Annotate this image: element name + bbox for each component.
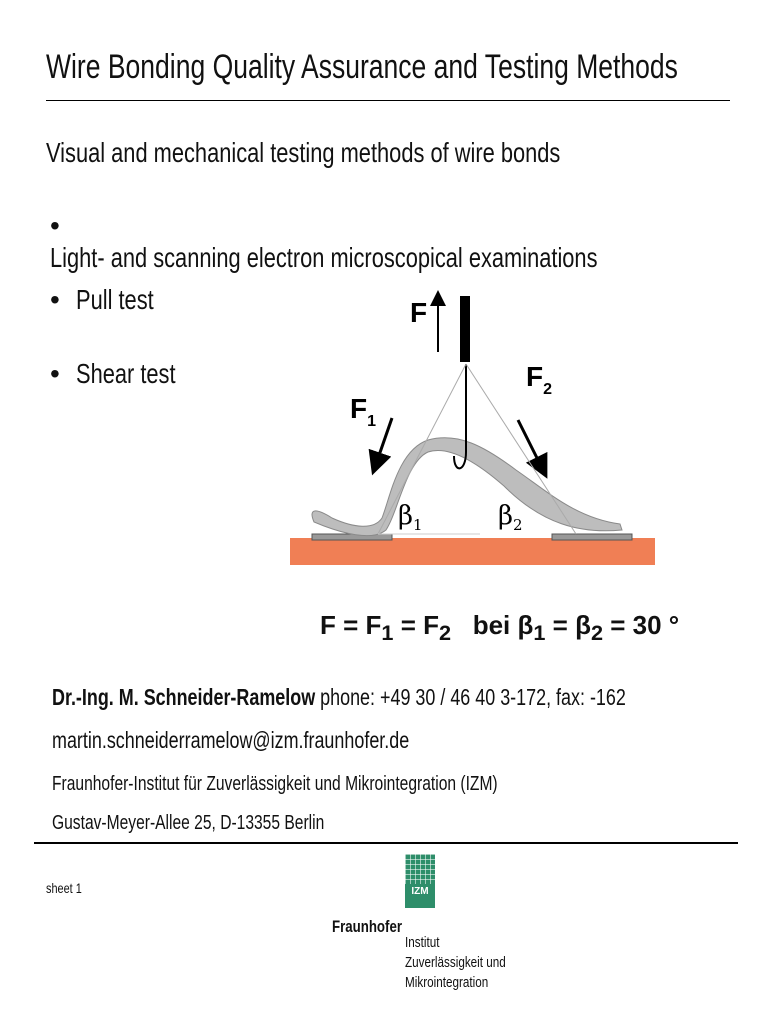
formula-value: = 30 ° xyxy=(603,610,680,640)
institute-name xyxy=(52,773,623,796)
beta2-label: $\beta_2$ xyxy=(498,501,523,534)
contact-line xyxy=(52,684,768,711)
bullet-item xyxy=(50,358,204,390)
slide-subtitle xyxy=(46,137,705,169)
force1-arrow xyxy=(376,418,392,464)
logo-line-zuverlaessigkeit xyxy=(405,954,534,971)
bullet-item xyxy=(50,284,176,316)
logo-line-text: Zuverlässigkeit und xyxy=(405,954,506,971)
formula-beta1-sub: 1 xyxy=(533,620,546,646)
formula-bei: bei xyxy=(472,610,518,640)
contact-email xyxy=(52,727,510,754)
institute-address-text: Gustav-Meyer-Allee 25, D-13355 Berlin xyxy=(52,812,325,834)
slide-title xyxy=(46,48,768,87)
contact-email-text: martin.schneiderramelow@izm.fraunhofer.de xyxy=(52,727,410,753)
logo-line-text: Institut xyxy=(405,934,440,951)
contact-name: Dr.-Ing. M. Schneider-Ramelow xyxy=(52,684,316,710)
bond-pad-right xyxy=(552,534,632,540)
bullet-symbol: • xyxy=(50,210,60,241)
contact-phone: phone: +49 30 / 46 40 3-172, fax: -162 xyxy=(315,684,626,710)
izm-logo-icon xyxy=(405,854,435,908)
footer-divider xyxy=(34,842,738,844)
institute-address xyxy=(52,812,401,835)
formula-beta2-sub: 2 xyxy=(590,620,603,646)
fraunhofer-izm-logo xyxy=(332,852,532,1002)
bond-pad-left xyxy=(312,534,392,540)
formula-eq: = xyxy=(335,610,366,640)
sheet-number xyxy=(46,880,92,896)
title-divider xyxy=(46,100,730,101)
formula-f: F xyxy=(320,610,336,640)
bond-wire xyxy=(312,438,622,536)
bullet-symbol: • xyxy=(50,358,60,389)
fraunhofer-wordmark-text: Fraunhofer xyxy=(332,917,402,936)
bullet-item xyxy=(50,210,768,274)
sheet-number-text: sheet 1 xyxy=(46,880,82,896)
izm-logo-text: IZM xyxy=(411,886,429,897)
formula-f2: F xyxy=(423,610,439,640)
formula-eq: = xyxy=(545,610,576,640)
formula-f2-sub: 2 xyxy=(439,620,452,646)
force1-label: $F_1$ xyxy=(350,393,377,430)
force-formula xyxy=(320,610,679,646)
izm-logo-grid xyxy=(405,854,435,884)
logo-line-institut xyxy=(405,934,449,951)
force-label: F xyxy=(410,297,428,328)
logo-line-mikrointegration xyxy=(405,974,512,991)
force2-label: $F_2$ xyxy=(526,361,553,398)
institute-name-text: Fraunhofer-Institut für Zuverlässigkeit und Mikrointegration (IZM) xyxy=(52,773,498,795)
bullet-text: Pull test xyxy=(76,284,154,315)
slide-title-text: Wire Bonding Quality Assurance and Testing Methods xyxy=(46,48,678,86)
formula-f1-sub: 1 xyxy=(381,620,394,646)
beta1-label: $\beta_1$ xyxy=(398,501,423,534)
logo-line-text: Mikrointegration xyxy=(405,974,489,991)
formula-beta2: β xyxy=(575,610,591,640)
formula-eq: = xyxy=(393,610,424,640)
substrate xyxy=(290,538,655,565)
pull-test-diagram xyxy=(280,280,660,570)
formula-f1: F xyxy=(365,610,382,640)
formula-beta1: β xyxy=(517,610,534,640)
bullet-text: Light- and scanning electron microscopical examinations xyxy=(50,242,598,273)
bullet-text: Shear test xyxy=(76,358,176,389)
force2-arrow xyxy=(518,420,542,468)
pull-needle xyxy=(460,296,470,362)
slide-subtitle-text: Visual and mechanical testing methods of wire bonds xyxy=(46,137,561,168)
bullet-symbol: • xyxy=(50,284,60,315)
